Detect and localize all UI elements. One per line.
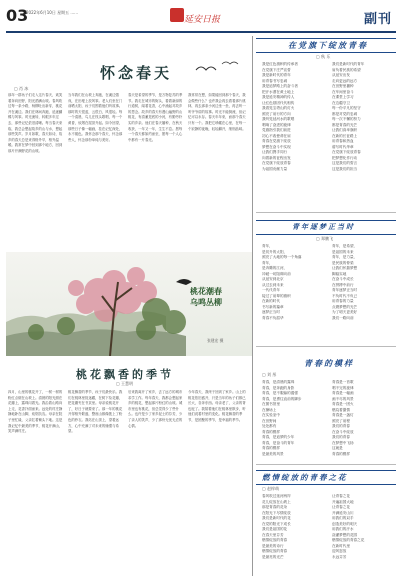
poem-line: 从延安到北京 <box>262 277 284 281</box>
poem-line: 唱响了奋进的旋律 <box>262 122 291 127</box>
poem-line: 梦想在奋斗中实现 <box>262 144 291 149</box>
poem-line: 是奔腾的江河， <box>262 266 288 270</box>
page-number: 03 <box>6 6 29 25</box>
poem-line: 青春是一首歌 <box>332 380 354 384</box>
poem-line: 都是青春的光芒 <box>332 122 358 127</box>
poem-line: 在奋斗中绽放 <box>332 429 354 434</box>
poem-line: 是最美的诗行 <box>262 543 284 548</box>
article-title-1: 怀念春天 <box>100 64 173 82</box>
poem-line: 这是我们的誓言 <box>332 161 358 165</box>
photo-caption-line-1: 桃花潮春 <box>190 286 222 296</box>
article-2-column-4: 今年春天，我终于回到了家乡。山上的桃花依旧盛开，只是当年的孩子们都已长大，各奔东西。母亲老了，父亲的背也驼了。我陪着他们在桃林里散步，听他们说着村里的变化。桃花飘香的季节，是团聚的季节，是幸福的季节。 <box>188 390 246 422</box>
poem-line: 从过去到未来 <box>262 282 284 287</box>
poem-line: 这就是 <box>332 446 343 450</box>
poem-line: 让我们携手同行 <box>262 150 288 154</box>
poem-line: 从延安出发 <box>332 73 350 77</box>
dateline: 2022年6月10日 星期五 ...... <box>26 10 78 15</box>
poem-line: 青春是一幅画 <box>332 391 354 395</box>
poem-line: 在党的阳光下成长 <box>262 521 291 526</box>
poem-line: 我们是新时代的青年 <box>332 62 365 66</box>
poem-line: 用我们的汗水 <box>332 527 354 531</box>
newspaper-logo <box>170 8 240 30</box>
poem-line: 每一次不懈的努力 <box>332 117 361 121</box>
poem-line: 谱写时代华章 <box>332 144 354 149</box>
poem-line: 我们一路向前 <box>332 315 354 320</box>
poem-line: 点燃梦想的光芒 <box>332 304 358 309</box>
poem-line: 在新的长征路上 <box>332 133 358 138</box>
article-2-column-2: 桃花飘香的季节，孩子们最快乐。我们在桃林里捉迷藏，在树下捡花瓣，把花瓣夹在书页里。母亲说桃花开了，好日子就要来了。那一年的桃花开得格外繁盛，整座山都像披上了粉色的纱衣。我站在山顶上，望着远方，心中充满了对未来的憧憬与希望。 <box>68 390 123 434</box>
poem-line: 让我们高举旗帜 <box>332 128 358 132</box>
photo-caption <box>190 286 222 308</box>
poem-line: 在田野间 <box>262 418 277 423</box>
article-1-column-1: 那年一群孩子们走入这片春天，欢笑着奔向田野，阳光洒满山坡。春风吹过每一条小路，杨柳吐出新芽，桃花开在溪边。我们在林间奔跑，追逐蝴蝶与风筝。时光流转，转眼多年过去，那些记忆依旧清晰。每当春天来临，我总会想起故乡的山与水，想起那些笑声。岁月如歌，春天如诗，故乡的春天总是来得格外早，格外温暖。我常在梦中回到那个地方，回到那片开满野花的山坡。 <box>8 93 63 153</box>
poem-line: 燃情绽放的青春之花 <box>332 538 365 542</box>
poem-line: 在课堂上学习 <box>332 95 354 99</box>
poem-line: 照亮了大地的每一个角落 <box>262 255 302 259</box>
poem-line: 青年， <box>262 260 273 265</box>
poem-4-column-1 <box>262 494 328 574</box>
poem-line: 在春天里芬芳 <box>262 532 284 537</box>
article-1-column-2: 当年我们在山坡上奔跑，在溪边嬉戏，在田埂上放风筝。老人们坐在门前晒太阳，孩子们围着他们听故事。那时的天很蓝，云很白，风很轻。每一个清晨，鸟儿在枝头歌唱，每一个黄昏，炊烟在屋顶升起。如今回望，那些日子像一幅画，挂在记忆深处，永不褪色。我怀念那个春天，怀念那些人，怀念那份单纯与美好。 <box>68 93 123 142</box>
poem-3-title: 青春的模样 <box>304 358 354 368</box>
poem-line: 脚踏实地 <box>332 271 347 276</box>
poem-2-title: 青年逐梦正当时 <box>292 222 355 231</box>
poem-line: 在实验室中 <box>262 413 280 417</box>
poem-separator <box>256 464 396 465</box>
poem-line: 让我们怀揣梦想 <box>332 266 358 270</box>
poem-line: 那是青春的花朵 <box>262 505 288 509</box>
poem-line: 都是对党的忠诚 <box>332 111 358 116</box>
poem-line: 让青春之花 <box>332 494 350 498</box>
poem-line: 青春，是奔跑的身影 <box>262 385 295 390</box>
poem-line: 用青春和热血 <box>332 139 354 143</box>
poem-line: 青年逐梦正当时 <box>332 288 358 292</box>
poem-line: 开遍祖国大地 <box>332 499 354 504</box>
poem-line: 青年，是力量， <box>332 255 358 259</box>
poem-line: 一代代青年 <box>262 288 280 292</box>
poem-line: 青春的模样 <box>332 451 350 456</box>
poem-line: 春风吹过延河两岸 <box>262 494 291 498</box>
poem-line: 是祖国的未来 <box>332 249 354 254</box>
poem-line: 让红色基因代代相传 <box>262 100 295 105</box>
poem-line: 青年， <box>262 244 273 248</box>
poem-1-byline: ▢ 秋 乐 <box>316 54 331 59</box>
poem-line: 用青春书写忠诚 <box>262 78 288 83</box>
poem-line: 我是红色旗帜的传承者 <box>262 62 298 66</box>
poem-line: 冲破一切阻碍向前 <box>262 271 291 276</box>
poem-3-column-1 <box>262 380 328 460</box>
poem-line: 画不尽的风景 <box>332 396 354 401</box>
photo-caption-line-2: 乌鸣丛柳 <box>190 297 222 307</box>
poem-line: 把梦想化作行动 <box>332 155 358 160</box>
poem-line: 在田野里播种 <box>332 84 354 88</box>
poem-3-byline: ▢ 刘 彤 <box>262 372 277 377</box>
poem-line: 是民族的脊梁 <box>332 260 354 265</box>
poem-line: 走向更远的远方 <box>332 78 358 83</box>
poem-line: 燃烧着激情 <box>332 407 350 412</box>
poem-1-column-2 <box>332 62 398 174</box>
poem-line: 是初升的太阳， <box>262 249 288 254</box>
poem-line: 在新的时代 <box>262 299 280 303</box>
poem-line: 我是新时代的青年 <box>262 73 291 77</box>
poem-1-title: 在党旗下绽放青春 <box>288 40 368 50</box>
poem-line: 我是延安精神的传人 <box>262 95 295 99</box>
logo-emblem-icon <box>170 8 184 22</box>
poem-line: 初心不改使命在肩 <box>262 133 291 138</box>
photo-credit: 张建宏 摄 <box>207 338 224 343</box>
poem-2-column-2 <box>332 244 398 324</box>
poem-1-column-1 <box>262 62 328 174</box>
article-byline-2: ▢ 王慧明 <box>116 381 134 386</box>
poem-line: 花儿绽放在山坡上 <box>262 499 291 504</box>
poem-line: 在党旗下绽放青春 <box>262 161 291 165</box>
poem-line: 唱不完的旋律 <box>332 385 354 390</box>
poem-line: 青春，是勇往直前的脚步 <box>262 396 302 401</box>
poem-line: 青春，是清晨的露珠 <box>262 380 295 384</box>
poem-line: 照亮了前程 <box>332 418 350 423</box>
poem-line: 创造美好的明天 <box>332 521 358 526</box>
poem-line: 书写新的篇章 <box>262 304 284 309</box>
poem-4-title: 燃情绽放的青春之花 <box>262 473 348 482</box>
poem-line: 燃情绽放的青春 <box>262 538 288 542</box>
section-title: 副刊 <box>363 12 392 27</box>
poem-4-column-2 <box>332 494 398 574</box>
poem-line: 青春，是奋斗的青年 <box>262 440 295 445</box>
poem-line: 接过了前辈的旗帜 <box>262 293 291 298</box>
poem-line: 为祖国贡献力量 <box>262 166 288 171</box>
poem-line: 青春的模样 <box>262 429 280 434</box>
poem-line: 我听见延河水的歌唱 <box>262 117 295 121</box>
poem-line: 浇灌梦想的花园 <box>332 532 358 537</box>
poem-line: 向着新的征程出发 <box>262 155 291 160</box>
poem-line: 青春是一盏灯 <box>332 413 354 417</box>
poem-line: 照亮了前行的方向 <box>262 111 291 116</box>
poem-line: 我看见宝塔山的灯火 <box>262 106 295 110</box>
column-divider <box>252 36 253 576</box>
poem-line: 青春，是不服输的倔强 <box>262 391 298 395</box>
poem-line: 用我们的双手 <box>332 516 354 520</box>
poem-4-byline: ▢ 赵梓萌 <box>262 486 280 491</box>
poem-separator <box>256 346 396 347</box>
poem-line: 在图书馆里 <box>262 402 280 406</box>
poem-line: 在党旗下绽放青春 <box>332 150 361 154</box>
poem-line: 在操场上 <box>262 407 277 412</box>
poem-line: 开满延安山川 <box>332 510 354 515</box>
poem-line: 我们的青春 <box>332 435 350 439</box>
poem-line: 在梦想中飞扬 <box>332 440 354 445</box>
poem-line: 我是追梦路上的奋斗者 <box>262 84 298 88</box>
poem-separator <box>256 212 396 213</box>
poem-line: 把汗水洒在黄土地上 <box>262 89 295 94</box>
poem-line: 永远芬芳 <box>332 554 347 559</box>
article-title-2: 桃花飘香的季节 <box>76 368 174 381</box>
poem-line: 青春不负韶华 <box>262 315 284 320</box>
poem-line: 青春是一团火 <box>332 402 354 406</box>
poem-line: 在党旗下庄严宣誓 <box>262 67 291 72</box>
poem-line: 青春在党旗下绽放 <box>262 139 291 143</box>
poem-line: 在拼搏中前行 <box>332 282 354 287</box>
poem-line: 为了明天更美好 <box>332 310 358 314</box>
poem-line: 不负时代不负己 <box>332 293 358 298</box>
article-1-column-3: 春天是希望的季节，是万物复苏的季节。我走在城市的街头，看着新绿的行道树，闻着花香，心中涌起对故乡的思念。故乡的春天有漫山遍野的山桃花，有清澈见底的小河，有勤劳朴实的乡亲。他们在春天播种，在秋天收获，一年又一年，生生不息。愿每一个春天都如约而至，愿每一个人心中都有一片春光。 <box>128 93 183 142</box>
poem-line: 是最亮的光芒 <box>262 554 284 559</box>
poem-2-byline: ▢ 郑鹏飞 <box>316 236 334 241</box>
article-byline-1: ▢ 肖 冰 <box>14 86 29 91</box>
header-rule <box>6 31 396 33</box>
poem-line: 我们是新时代的花 <box>262 516 291 520</box>
poem-line: 肩负着民族的希望 <box>332 67 361 72</box>
poem-line: 逐梦正当时 <box>262 310 280 314</box>
poem-line: 在边疆守卫 <box>332 100 350 105</box>
poem-line: 迎风怒放 <box>332 549 347 553</box>
article-1-column-4: 我常常在想，如果能回到那个春天，我会做些什么？也许我会再去看看那片桃林，再去那条小河边坐一坐，再去听一听爷爷讲的故事。时光不能倒流，但记忆可以永存。春天年年来，而那个春天只有一个。我把它珍藏在心里，在每一个寂静的夜晚，轻轻翻开，细细品味。 <box>188 93 246 131</box>
poem-line: 青春，是追梦的少年 <box>262 435 295 439</box>
poem-line: 是最美的风景 <box>262 451 284 456</box>
article-2-column-3: 后来我离开了家乡，去了远方的城市求学工作。每年春天，我都会想起家乡的桃花，想起那片粉红的山坡。城市里也有桃花，但总觉得少了些什么。也许是少了家乡泥土的芬芳，少了亲人的笑声，少了那份无忧无虑的心情。 <box>128 390 183 428</box>
poem-3-column-2 <box>332 380 398 460</box>
poem-line: 让青春之花 <box>332 505 350 509</box>
poem-line: 用青春的力量 <box>332 299 354 303</box>
poem-2-column-1 <box>262 244 328 324</box>
poem-line: 燃情绽放的青春 <box>262 549 288 553</box>
poem-line: 在奋斗中成长 <box>332 277 354 281</box>
birds-decoration <box>192 58 246 78</box>
poem-line: 每一份平凡的坚守 <box>332 106 361 110</box>
article-2-column-1: 四月，山里的桃花开了，一树一树的粉红点缀在山坡上。清晨的阳光照在花瓣上，露珠闪着光。我沿着山路向上走，花香扑面而来。远处的村庄静静地卧在山脚，炊烟袅袅。母亲在院子里忙碌，父亲扛着锄头下地。这是我记忆中最美的季节，桃花开满山，笑声满村庄。 <box>8 390 63 434</box>
poem-line: 处处都有 <box>262 424 277 428</box>
logo-text: 延安日报 <box>184 15 221 25</box>
poem-line: 在阳光下尽情绽放 <box>262 510 291 515</box>
poem-line: 我们的青春 <box>332 424 350 428</box>
poem-line: 党旗指引我们前进 <box>262 128 291 132</box>
poem-line: 这是我们的担当 <box>332 166 358 171</box>
poem-line: 在车间里奋斗 <box>332 89 354 94</box>
poem-line: 我们是祖国的花 <box>262 527 288 531</box>
masthead <box>0 0 402 34</box>
poem-line: 在新时代里 <box>332 543 350 548</box>
poem-line: 青年，是希望， <box>332 244 358 248</box>
poem-line: 青春的模样 <box>262 446 280 450</box>
